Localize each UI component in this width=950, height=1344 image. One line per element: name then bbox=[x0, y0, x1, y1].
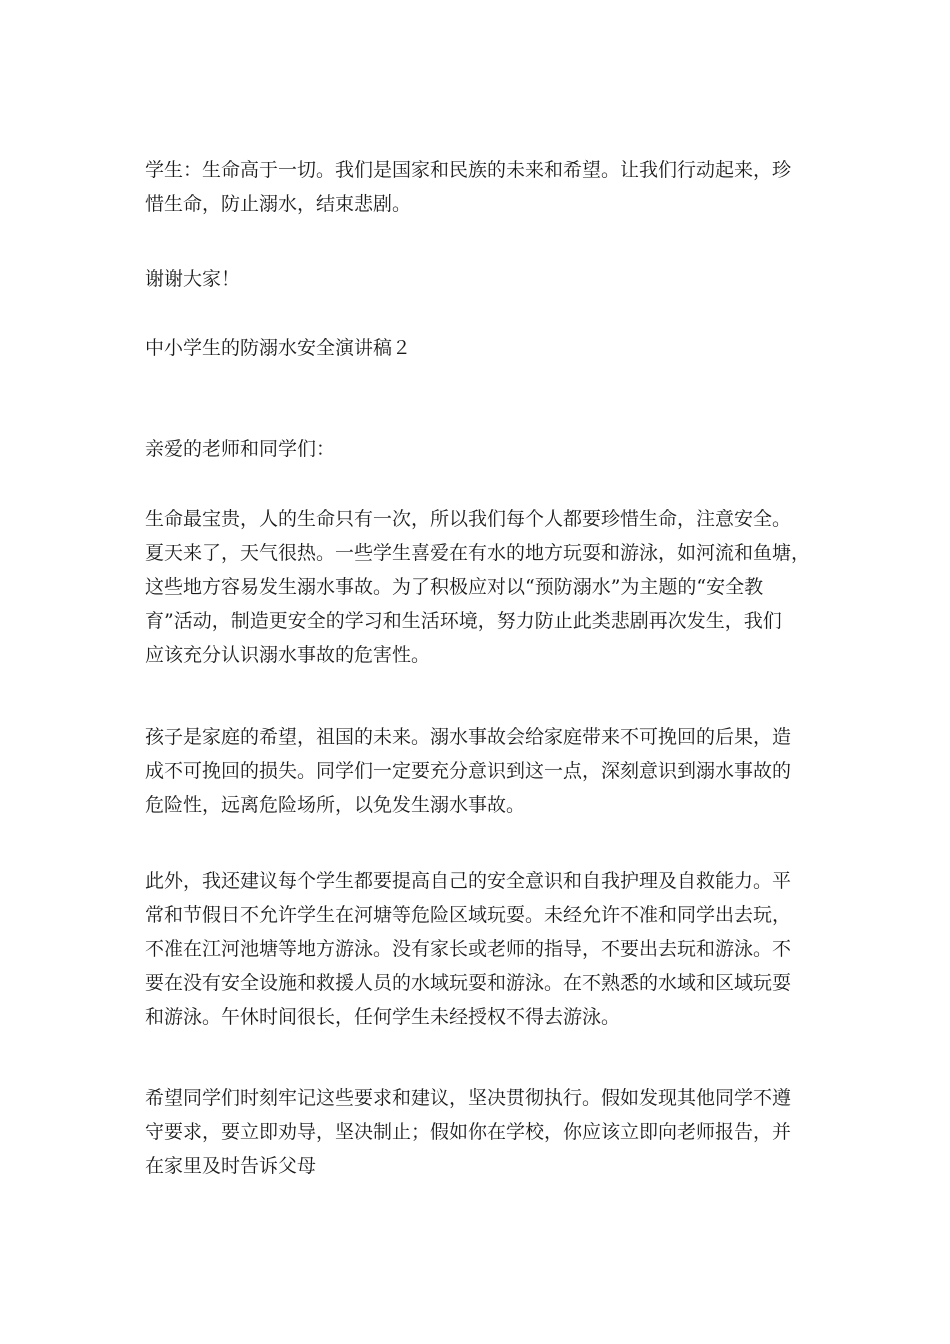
speech-heading: 中小学生的防溺水安全演讲稿２ bbox=[145, 337, 412, 359]
paragraph-children bbox=[145, 720, 805, 822]
paragraph-life bbox=[145, 502, 811, 672]
text-line: 夏天来了，天气很热。一些学生喜爱在有水的地方玩耍和游泳，如河流和鱼塘， bbox=[145, 542, 811, 564]
text-line: 育”活动，制造更安全的学习和生活环境，努力防止此类悲剧再次发生，我们 bbox=[145, 610, 782, 632]
text-line: 守要求，要立即劝导，坚决制止；假如你在学校，你应该立即向老师报告，并 bbox=[145, 1121, 792, 1143]
text-line: 要在没有安全设施和救援人员的水域玩耍和游泳。在不熟悉的水域和区域玩耍 bbox=[145, 972, 792, 994]
paragraph-suggestions bbox=[145, 864, 805, 1034]
text-line: 学生：生命高于一切。我们是国家和民族的未来和希望。让我们行动起来，珍 bbox=[145, 159, 792, 181]
text-line: 应该充分认识溺水事故的危害性。 bbox=[145, 644, 431, 666]
text-line: 生命最宝贵，人的生命只有一次，所以我们每个人都要珍惜生命，注意安全。 bbox=[145, 508, 792, 530]
text-line: 在家里及时告诉父母 bbox=[145, 1155, 317, 1177]
paragraph-closing bbox=[145, 153, 805, 221]
text-line: 孩子是家庭的希望，祖国的未来。溺水事故会给家庭带来不可挽回的后果，造 bbox=[145, 726, 792, 748]
text-line: 此外，我还建议每个学生都要提高自己的安全意识和自我护理及自救能力。平 bbox=[145, 870, 792, 892]
thanks-line: 谢谢大家！ bbox=[145, 268, 241, 290]
text-line: 和游泳。午休时间很长，任何学生未经授权不得去游泳。 bbox=[145, 1006, 621, 1028]
text-line: 成不可挽回的损失。同学们一定要充分意识到这一点，深刻意识到溺水事故的 bbox=[145, 760, 792, 782]
text-line: 不准在江河池塘等地方游泳。没有家长或老师的指导，不要出去玩和游泳。不 bbox=[145, 938, 792, 960]
text-line: 这些地方容易发生溺水事故。为了积极应对以“预防溺水”为主题的“安全教 bbox=[145, 576, 764, 598]
text-line: 惜生命，防止溺水，结束悲剧。 bbox=[145, 193, 412, 215]
text-line: 危险性，远离危险场所，以免发生溺水事故。 bbox=[145, 794, 526, 816]
text-line: 常和节假日不允许学生在河塘等危险区域玩耍。未经允许不准和同学出去玩， bbox=[145, 904, 792, 926]
text-line: 希望同学们时刻牢记这些要求和建议，坚决贯彻执行。假如发现其他同学不遵 bbox=[145, 1087, 792, 1109]
greeting-line: 亲爱的老师和同学们： bbox=[145, 438, 336, 460]
paragraph-hope bbox=[145, 1081, 805, 1183]
